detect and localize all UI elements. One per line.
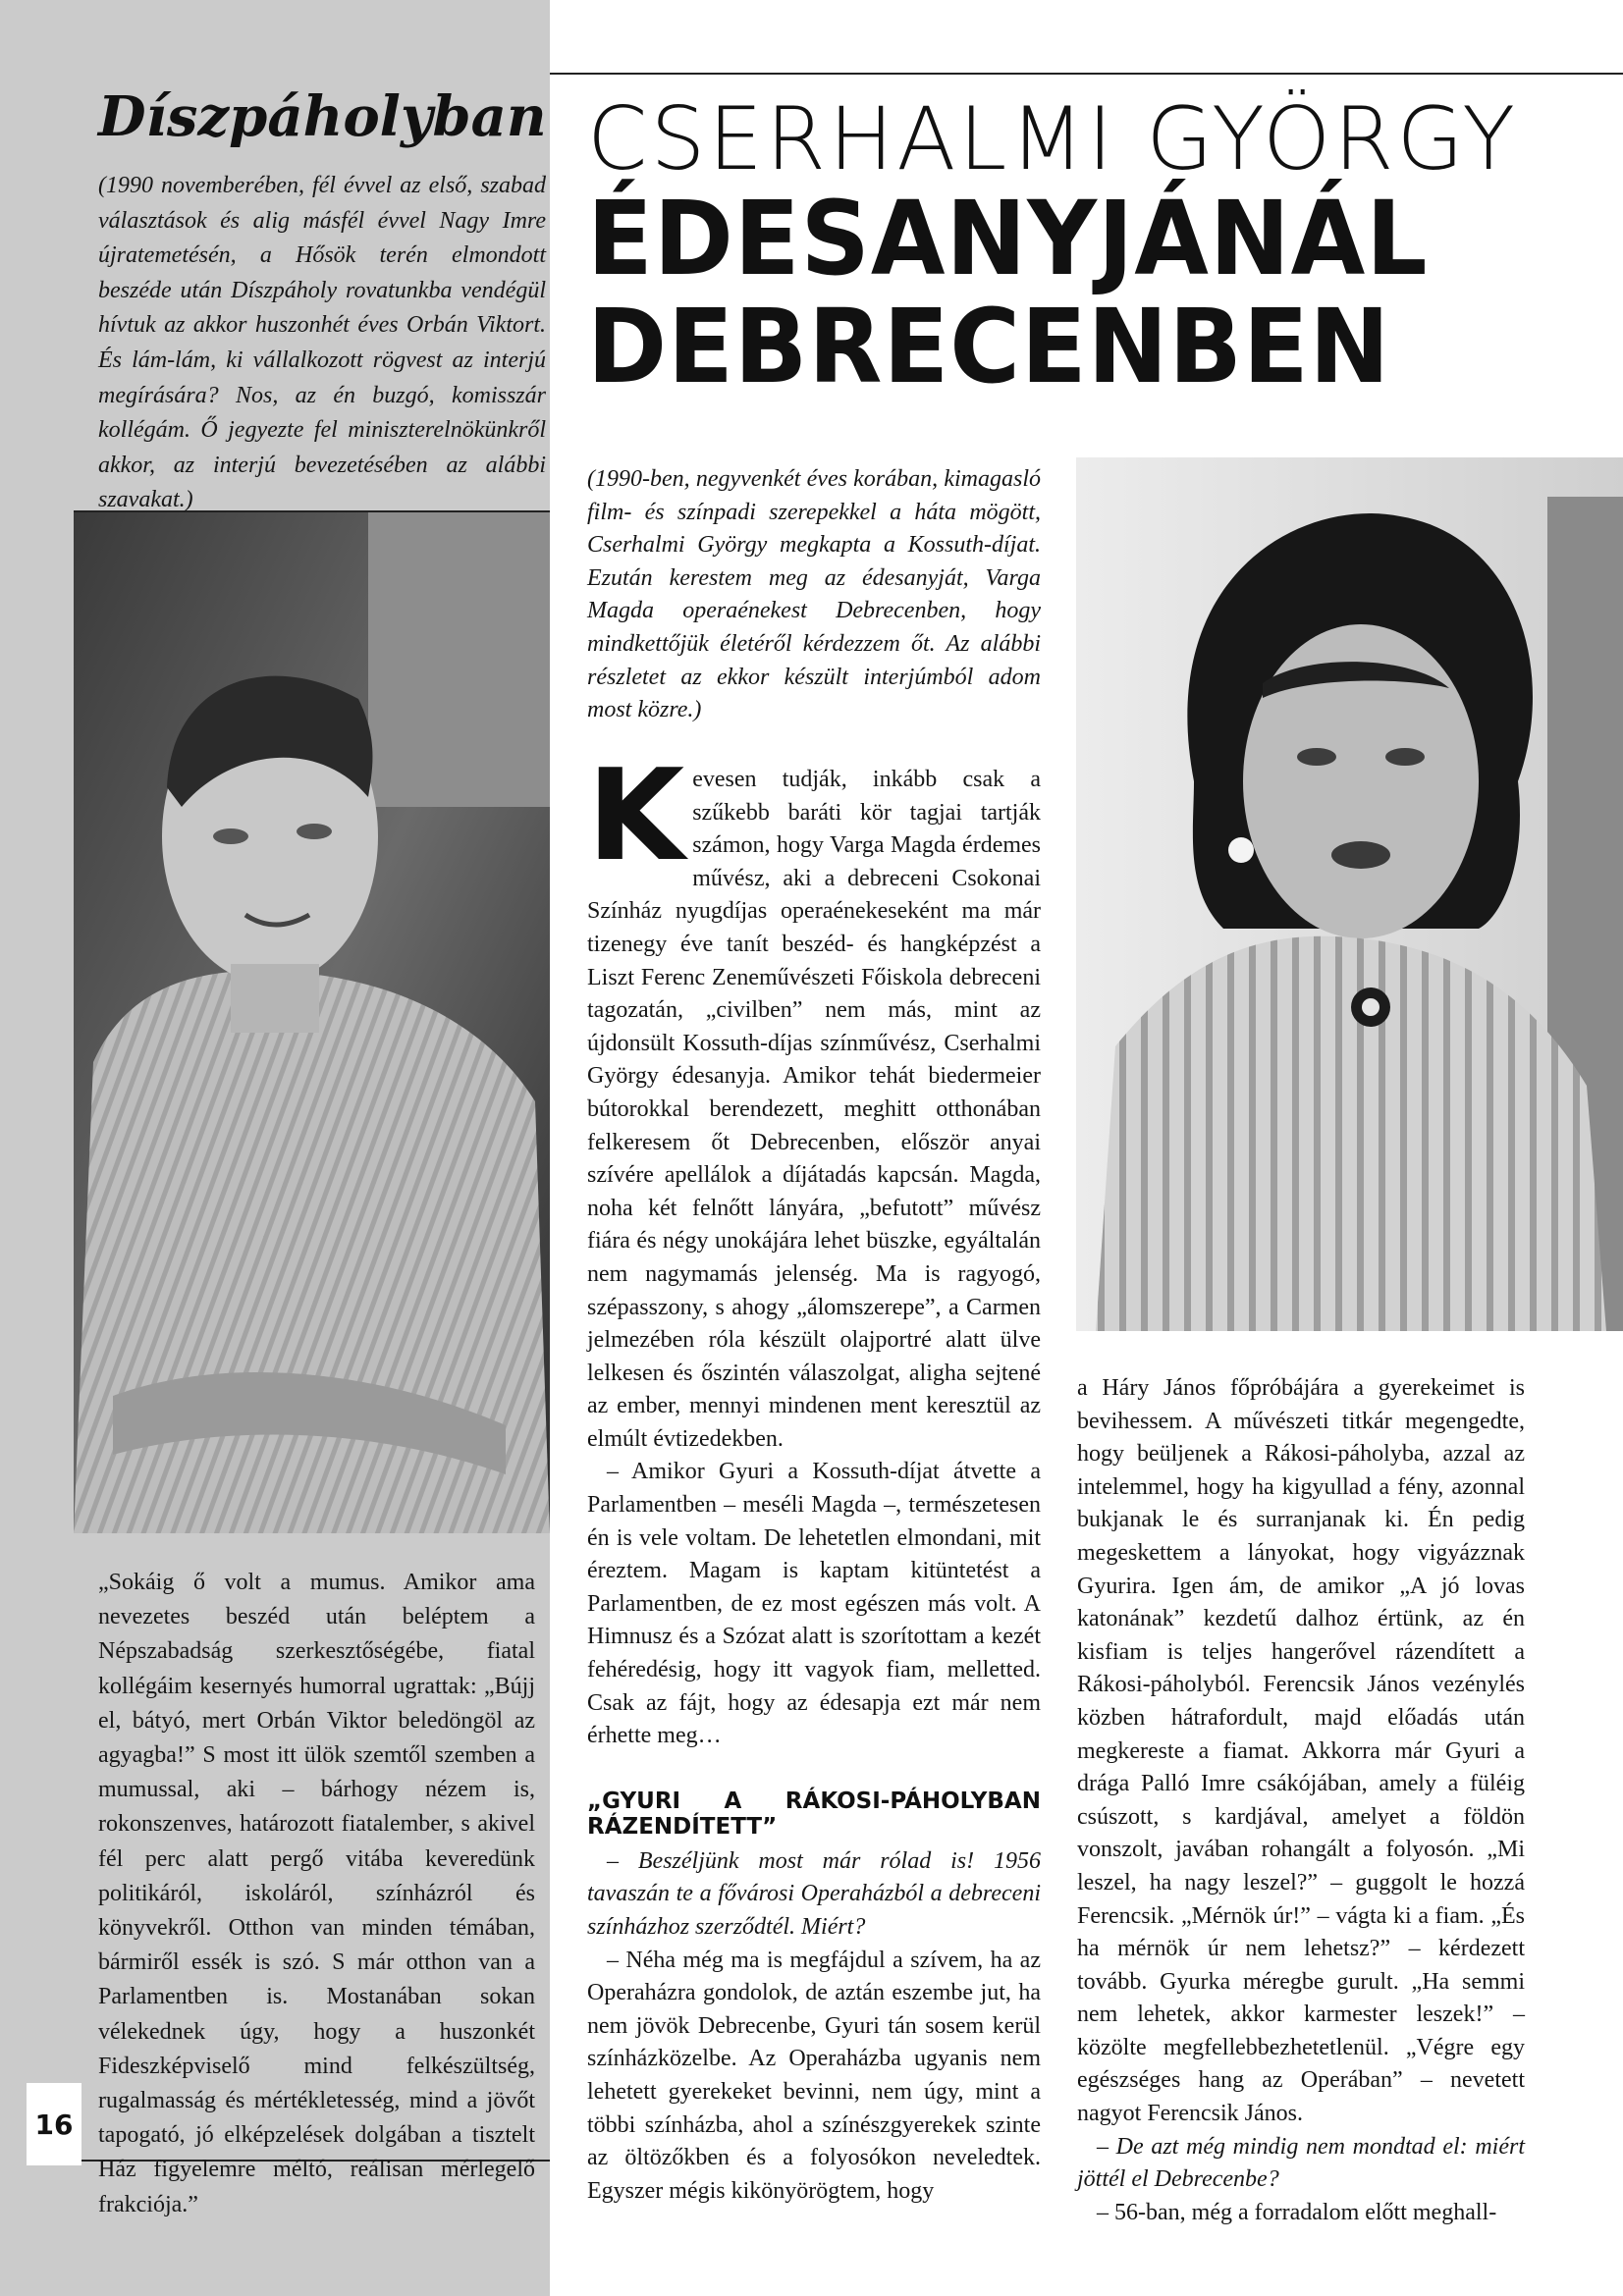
page-number: 16 xyxy=(27,2083,81,2165)
top-rule xyxy=(550,73,1623,75)
article-subhead: „GYURI A RÁKOSI-PÁHOLYBAN RÁZENDÍTETT” xyxy=(587,1788,1041,1840)
photo-varga-magda xyxy=(1076,457,1623,1331)
interview-answer-2: – 56-ban, még a forradalom előtt meghall- xyxy=(1097,2199,1497,2225)
photo-orban-viktor xyxy=(74,512,550,1533)
headline-line-2: DEBRECENBEN xyxy=(587,287,1391,406)
interview-question-2: – De azt még mindig nem mondtad el: miért jöttél el Debrecenbe? xyxy=(1077,2133,1525,2193)
interview-answer-1: – Néha még ma is megfájdul a szívem, ha az Operaházra gondolok, de aztán eszembe jut, ha nem jövök Debrecenbe, Gyuri tán sosem kerül színházközelbe. Az Operaházba ugyanis nem lehetett gyerekeket bevinni, nem úgy, mint a többi színházba, ahol a színészgyerekek szinte az öltözőkben és a folyosókon neveledtek. Egyszer mégis kikönyörögtem, hogy xyxy=(587,1947,1041,2204)
sidebar-intro: (1990 novemberében, fél évvel az első, szabad választások és alig másfél évvel Nagy Imre újratemetésén, a Hősök terén elmondott beszéde után Díszpáholy rovatunkba vendégül hívtuk az akkor huszonhét éves Orbán Viktort. És lám-lám, ki vállalkozott rögvest az interjú megírására? Nos, az én buzgó, komisszár kollégám. Ő jegyezte fel miniszterelnökünkről akkor, az interjú bevezetésében az alábbi szavakat.) xyxy=(98,173,546,513)
article-paragraph-2: – Amikor Gyuri a Kossuth-díjat átvette a Parlamentben – meséli Magda –, természetesen én is vele voltam. De lehetetlen elmondani, mit éreztem. Magam is kaptam kitüntetést a Parlamentben, de ez most egészen más volt. A Himnusz és a Szózat alatt is szorítottam a kezét fehéredésig, hogy itt vagyok fiam, melletted. Csak az fájt, hogy az édesapja ezt már nem érhette meg… xyxy=(587,1459,1041,1749)
headline-name: CSERHALMI GYÖRGY xyxy=(587,88,1519,189)
article-paragraph-right: a Háry János főpróbájára a gyerekeimet is bevihessem. A művészeti titkár megengedte, hogy beüljenek a Rákosi-páholyba, azzal az intelemmel, hogy ha kigyullad a fény, azonnal bukjanak le és surranjanak ki. Én pedig megeskettem a lányokat, hogy vigyázznak Gyurira. Igen ám, de amikor „A jó lovas katonának” kezdetű dalhoz értünk, az én kisfiam is teljes hangerővel rázendített a Rákosi-páholyból. Ferencsik János vezénylés közben hátrafordult, majd előadás után megkereste a fiamat. Akkorra már Gyuri a drága Palló Imre csákójában, amely a füléig csúszott, s kardjával, amelyet a földön vonszolt, javában rohangált a folyosón. „Mi leszel, ha nagy leszel?” – guggolt le hozzá Ferencsik. „Mérnök úr!” – vágta ki a fiam. „És ha mérnök úr nem lehetsz?” – kérdezett tovább. Gyurka méregbe gurult. „Ha semmi nem lehetek, akkor karmester leszek!” – közölte megfellebbezhetetlenül. „Végre egy egészséges hang az Operában” – nevetett nagyot Ferencsik János. xyxy=(1077,1375,1525,2127)
paragraph-1-text: evesen tudják, inkább csak a szűkebb baráti kör tagjai tartják számon, hogy Varga Magda érdemes művész, aki a debreceni Csokonai Színház nyugdíjas operaénekeseként ma már tizenegy éve tanít beszéd- és hangképzést a Liszt Ferenc Zeneművészeti Főiskola debreceni tagozatán, „civilben” nem más, mint az újdonsült Kossuth-díjas színművész, Cserhalmi György édesanyja. Amikor tehát biedermeier bútorokkal berendezett, meghitt otthonában felkeresem őt Debrecenben, először anyai szívére apellálok a díjátadás kapcsán. Magda, noha két felnőtt lányára, „befutott” művész fiára és négy unokájára lehet büszke, egyáltalán nem nagymamás jelenség. Ma is ragyogó, szépasszony, s ahogy „álomszerepe”, a Carmen jelmezében róla készült olajportré alatt ülve lelkesen és őszintén válaszolgat, aligha sejtené az ember, mennyi mindenen ment keresztül az elmúlt évtizedekben. xyxy=(587,767,1041,1452)
article-column-middle xyxy=(587,743,1041,2208)
sidebar-quote: „Sokáig ő volt a mumus. Amikor ama nevezetes beszéd után beléptem a Népszabadság szerkesztőségébe, fiatal kollégáim kesernyés humorral ugrattak: „Bújj el, bátyó, mert Orbán Viktor beledöngöl az agyagba!” S most itt ülök szemtől szemben a mumussal, aki – bárhogy nézem is, rokonszenves, határozott fiatalember, s akivel fél perc alatt pergő vitába keveredünk politikáról, iskoláról, színházról és könyvekről. Otthon van minden témában, bármiről essék is szó. S már otthon van a Parlamentben is. Mostanában sokan vélekednek úgy, hogy a huszonkét Fideszképviselő mind felkészültség, rugalmasság és mértékletesség, mind a jövőt tapogató, jó elképzelések dolgában a tisztelt Ház figyelemre méltó, reálisan mérlegelő frakciója.” xyxy=(98,1570,535,2217)
drop-cap: K xyxy=(587,743,685,889)
article-paragraph-1 xyxy=(587,743,1041,1456)
interview-question-1: – Beszéljünk most már rólad is! 1956 tavaszán te a fővárosi Operaházból a debreceni színházhoz szerződtél. Miért? xyxy=(587,1847,1041,1940)
sidebar-title: Díszpáholyban xyxy=(98,84,547,149)
headline-main xyxy=(587,179,1429,406)
headline-line-1: ÉDESANYJÁNÁL xyxy=(587,179,1429,298)
article-column-right xyxy=(1077,1372,1525,2229)
article-lede: (1990-ben, negyvenkét éves korában, kimagasló film- és színpadi szerepekkel a háta mögött, Cserhalmi György megkapta a Kossuth-díjat. Ezután kerestem meg az édesanyját, Varga Magda operaénekest Debrecenben, hogy mindkettőjük életéről kérdezzem őt. Az alábbi részletet az ekkor készült interjúmból adom most közre.) xyxy=(587,466,1041,723)
